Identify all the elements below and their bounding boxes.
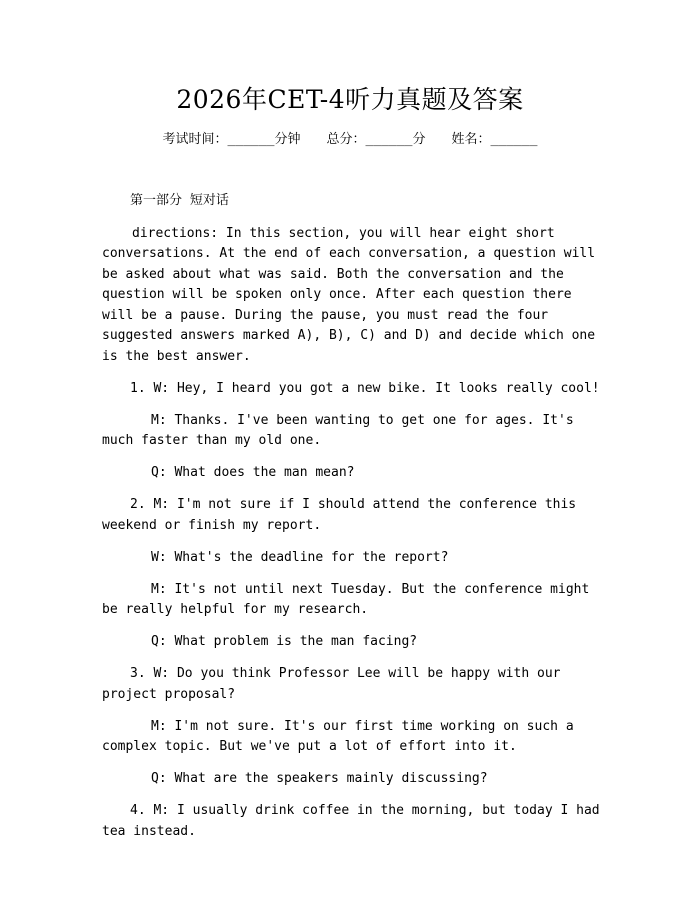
section-heading: 第一部分 短对话 bbox=[130, 193, 229, 208]
directions-paragraph: directions: In this section, you will hear eight short conversations. At the end of each conversation, a question will be asked about what was said. Both the conversation and the question will be spoken only once. After each question there will be a pause. During the pause, you must read the four suggested answers marked A), B), C) and D) and decide which one is the best answer. bbox=[102, 225, 596, 364]
conversation-line: 2. M: I'm not sure if I should attend the conference this weekend or finish my report. bbox=[102, 497, 577, 533]
exam-meta-line bbox=[0, 131, 700, 149]
question-line: Q: What problem is the man facing? bbox=[151, 634, 418, 649]
conversation-line: W: What's the deadline for the report? bbox=[151, 549, 449, 565]
name-field: 姓名：______ bbox=[451, 132, 538, 147]
conversation-line: 3. W: Do you think Professor Lee will be happy with our project proposal? bbox=[102, 666, 561, 702]
question-line: Q: What are the speakers mainly discussing? bbox=[151, 771, 488, 786]
conversation-line: M: I'm not sure. It's our first time working on such a complex topic. But we've put a lot of effort into it. bbox=[102, 718, 574, 754]
conversation-line: 1. W: Hey, I heard you got a new bike. It looks really cool! bbox=[130, 380, 600, 396]
conversation-line: M: Thanks. I've been wanting to get one for ages. It's much faster than my old one. bbox=[102, 412, 574, 448]
total-score-field: 总分：______分 bbox=[326, 132, 426, 147]
question-line: Q: What does the man mean? bbox=[151, 465, 355, 480]
exam-time-field: 考试时间：______分钟 bbox=[162, 132, 301, 147]
conversation-line: 4. M: I usually drink coffee in the morning, but today I had tea instead. bbox=[102, 803, 600, 839]
conversation-line: M: It's not until next Tuesday. But the conference might be really helpful for my research. bbox=[102, 581, 590, 617]
document-title: 2026年CET-4听力真题及答案 bbox=[176, 85, 524, 114]
listening-section bbox=[102, 191, 602, 842]
